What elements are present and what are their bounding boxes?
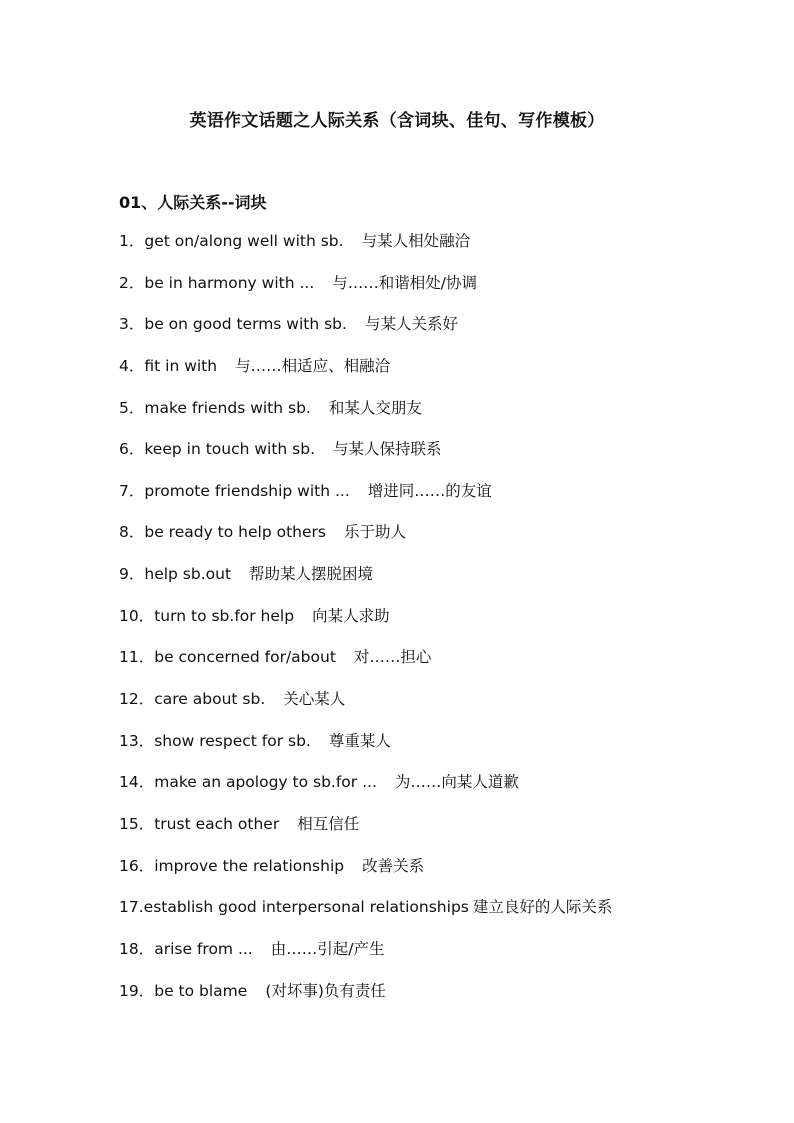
item-chinese: 改善关系 [362, 856, 425, 875]
item-chinese: 和某人交朋友 [328, 398, 422, 417]
item-chinese: 向某人求助 [312, 606, 390, 625]
item-number: 6． [119, 440, 145, 459]
item-number: 9． [119, 565, 145, 584]
item-english: be in harmony with ... [144, 273, 315, 292]
item-chinese: 帮助某人摆脱困境 [249, 565, 374, 584]
document-title: 英语作文话题之人际关系（含词块、佳句、写作模板） [189, 111, 605, 131]
list-item [119, 854, 759, 896]
list-item [119, 229, 759, 271]
item-english: be concerned for/about [154, 648, 336, 667]
section-heading: 01、人际关系--词块 [119, 193, 267, 212]
item-number: 3． [119, 315, 145, 334]
item-number: 8． [119, 523, 145, 542]
item-number: 16． [119, 856, 155, 875]
item-number: 2． [119, 273, 145, 292]
item-chinese: 尊重某人 [328, 731, 391, 750]
item-english: be ready to help others [144, 523, 326, 542]
item-number: 7． [119, 481, 145, 500]
item-number: 14． [119, 773, 155, 792]
item-english: establish good interpersonal relationships [143, 898, 469, 917]
item-chinese: 与……和谐相处/协调 [332, 273, 477, 292]
item-chinese: 乐于助人 [343, 523, 406, 542]
item-number: 18． [119, 939, 155, 958]
item-chinese: 与……相适应、相融洽 [235, 356, 391, 375]
item-number: 11． [119, 648, 155, 667]
list-item [119, 604, 759, 646]
item-number: 4． [119, 356, 145, 375]
list-item [119, 479, 759, 521]
list-item [119, 812, 759, 854]
item-english: trust each other [154, 814, 280, 833]
item-chinese: 与某人保持联系 [333, 440, 442, 459]
list-item [119, 520, 759, 562]
list-item [119, 937, 759, 979]
item-chinese: 为……向某人道歉 [394, 773, 519, 792]
item-english: show respect for sb. [154, 731, 311, 750]
item-number: 13． [119, 731, 155, 750]
list-item [119, 271, 759, 313]
item-number: 1． [119, 232, 145, 250]
list-item [119, 354, 759, 396]
item-chinese: 对……担心 [353, 648, 432, 667]
item-english: turn to sb.for help [154, 606, 295, 625]
item-english: care about sb. [154, 690, 266, 709]
list-item [119, 645, 759, 687]
item-chinese: 增进同……的友谊 [367, 481, 492, 500]
item-english: be to blame [154, 981, 248, 1000]
item-english: get on/along well with sb. [144, 232, 344, 250]
item-english: improve the relationship [154, 856, 345, 875]
item-number: 15． [119, 814, 155, 833]
list-item [119, 770, 759, 812]
item-chinese: (对坏事)负有责任 [265, 981, 386, 1000]
item-number: 17. [119, 898, 144, 917]
list-item [119, 312, 759, 354]
list-item [119, 729, 759, 771]
item-chinese: 建立良好的人际关系 [472, 898, 613, 917]
phrase-list [119, 229, 759, 1020]
item-number: 19． [119, 981, 155, 1000]
list-item [119, 396, 759, 438]
list-item [119, 562, 759, 604]
item-english: promote friendship with ... [144, 481, 350, 500]
item-english: arise from ... [154, 939, 253, 958]
item-number: 5． [119, 398, 145, 417]
list-item [119, 979, 759, 1021]
item-chinese: 与某人关系好 [364, 315, 458, 334]
list-item [119, 687, 759, 729]
item-english: help sb.out [144, 565, 232, 584]
item-chinese: 由……引起/产生 [270, 939, 385, 958]
item-number: 10． [119, 606, 155, 625]
list-item [119, 437, 759, 479]
list-item [119, 895, 759, 937]
item-english: make an apology to sb.for ... [154, 773, 377, 792]
item-english: fit in with [144, 356, 218, 375]
item-chinese: 与某人相处融洽 [361, 232, 471, 250]
item-english: make friends with sb. [144, 398, 311, 417]
item-english: keep in touch with sb. [144, 440, 316, 459]
item-english: be on good terms with sb. [144, 315, 347, 334]
item-chinese: 关心某人 [283, 690, 346, 709]
item-number: 12． [119, 690, 155, 709]
item-chinese: 相互信任 [297, 814, 360, 833]
